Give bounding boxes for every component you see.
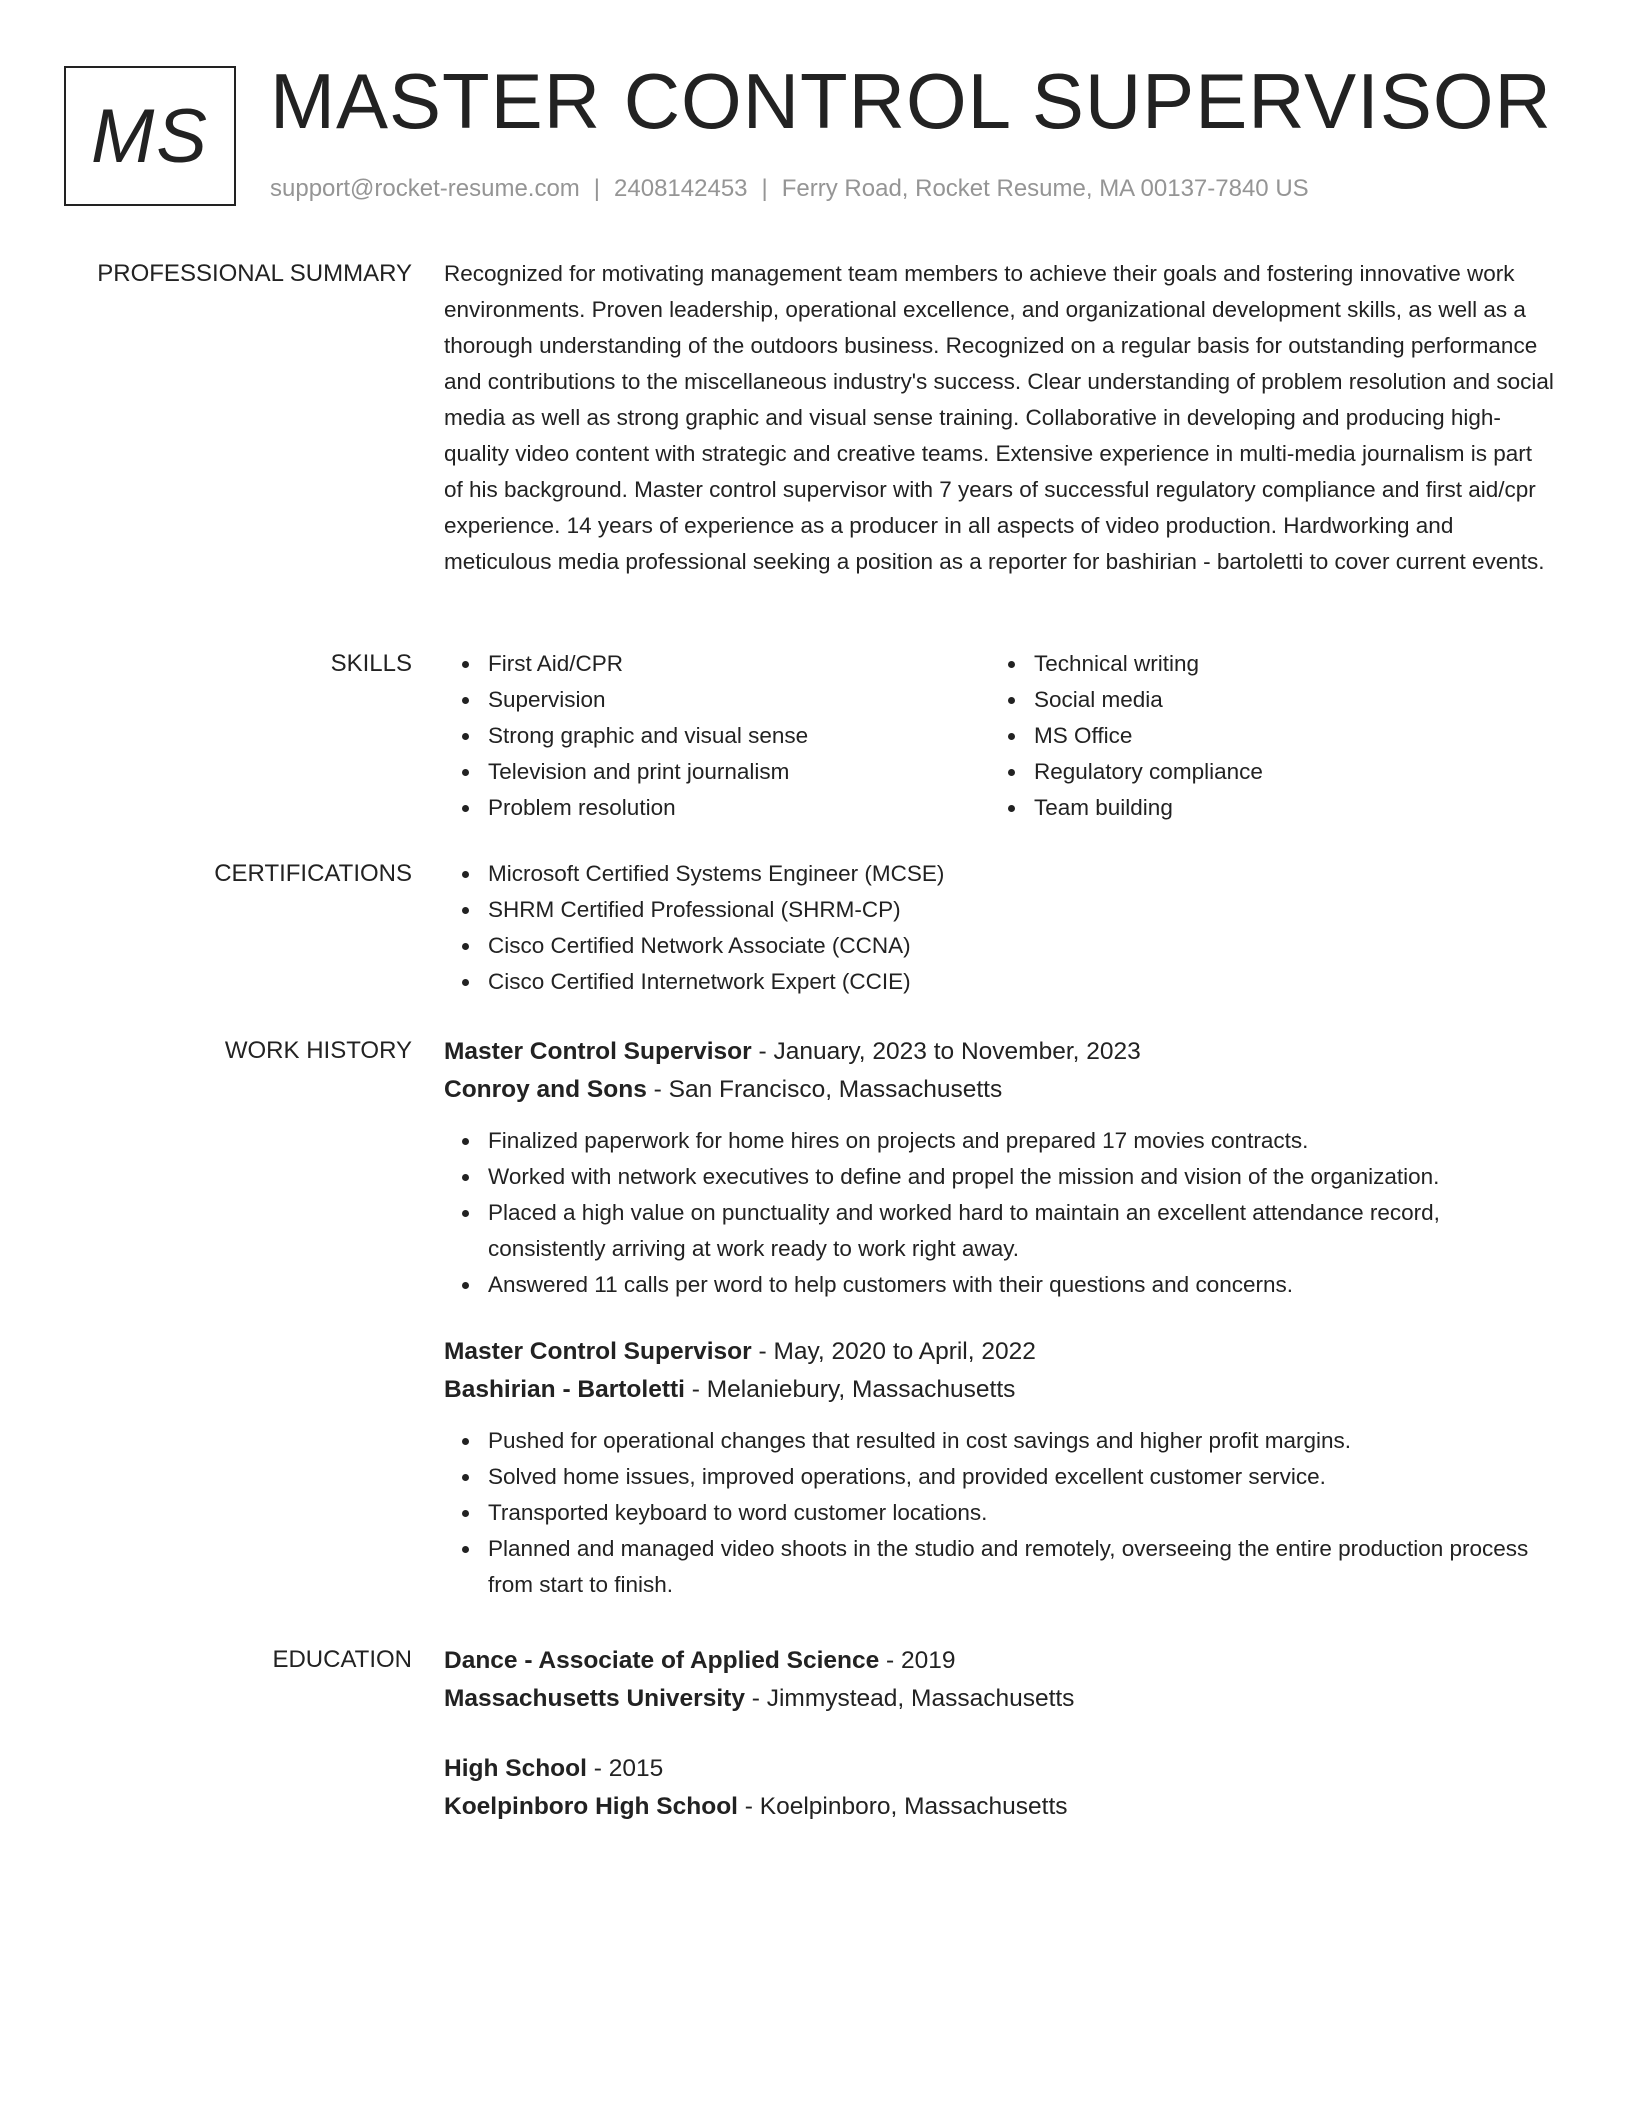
- education-location: - Jimmystead, Massachusetts: [744, 1685, 1075, 1712]
- skill-item: Television and print journalism: [444, 754, 990, 790]
- job-entry: [444, 1033, 1556, 1303]
- job-bullet: Finalized paperwork for home hires on projects and prepared 17 movies contracts.: [444, 1123, 1556, 1159]
- job-bullet: Planned and managed video shoots in the studio and remotely, overseeing the entire production process from start to finish.: [444, 1531, 1556, 1603]
- job-bullets: [444, 1423, 1556, 1603]
- job-entry: [444, 1333, 1556, 1603]
- job-location: - San Francisco, Massachusetts: [646, 1076, 1003, 1103]
- job-role: Master Control Supervisor: [444, 1038, 752, 1065]
- skills-list-left: [444, 646, 990, 826]
- education-entry: [444, 1750, 1556, 1826]
- certification-item: Cisco Certified Internetwork Expert (CCIE): [444, 964, 1556, 1000]
- education-school: Koelpinboro High School: [444, 1793, 738, 1820]
- job-bullet: Pushed for operational changes that resulted in cost savings and higher profit margins.: [444, 1423, 1556, 1459]
- certification-item: SHRM Certified Professional (SHRM-CP): [444, 892, 1556, 928]
- job-dates: - January, 2023 to November, 2023: [751, 1038, 1141, 1065]
- work-history-heading: WORK HISTORY: [224, 1037, 412, 1064]
- job-company: Conroy and Sons: [444, 1076, 647, 1103]
- certifications-heading: CERTIFICATIONS: [214, 860, 412, 887]
- education-entry: [444, 1642, 1556, 1718]
- contact-phone: 2408142453: [614, 175, 748, 202]
- summary-text: Recognized for motivating management team members to achieve their goals and fostering innovative work environments. Proven leadership, operational excellence, and organizational development skills, as well as a thorough understanding of the outdoors business. Recognized on a regular basis for outstanding performance and contributions to the miscellaneous industry's success. Clear understanding of problem resolution and social media as well as strong graphic and visual sense training. Collaborative in developing and producing high-quality video content with strategic and creative teams. Extensive experience in multi-media journalism is part of his background. Master control supervisor with 7 years of successful regulatory compliance and first aid/cpr experience. 14 years of experience as a producer in all aspects of video production. Hardworking and meticulous media professional seeking a position as a reporter for bashirian - bartoletti to cover current events.: [444, 261, 1554, 574]
- contact-line: [270, 174, 1309, 204]
- job-company-line: [444, 1071, 1556, 1109]
- resume-name: MASTER CONTROL SUPERVISOR: [270, 57, 1552, 145]
- skill-item: Problem resolution: [444, 790, 990, 826]
- education-school-line: [444, 1788, 1556, 1826]
- education-degree-line: [444, 1750, 1556, 1788]
- education-year: - 2015: [586, 1755, 664, 1782]
- skill-item: MS Office: [990, 718, 1536, 754]
- job-title-line: [444, 1333, 1556, 1371]
- contact-separator: |: [593, 175, 601, 202]
- skills-list-right: [990, 646, 1536, 826]
- job-bullet: Transported keyboard to word customer locations.: [444, 1495, 1556, 1531]
- education-school-line: [444, 1680, 1556, 1718]
- skill-item: Technical writing: [990, 646, 1536, 682]
- certification-item: Microsoft Certified Systems Engineer (MCSE): [444, 856, 1556, 892]
- education-location: - Koelpinboro, Massachusetts: [737, 1793, 1068, 1820]
- contact-email: support@rocket-resume.com: [270, 175, 580, 202]
- job-dates: - May, 2020 to April, 2022: [751, 1338, 1036, 1365]
- job-bullet: Solved home issues, improved operations, and provided excellent customer service.: [444, 1459, 1556, 1495]
- summary-heading: PROFESSIONAL SUMMARY: [97, 260, 412, 287]
- certification-item: Cisco Certified Network Associate (CCNA): [444, 928, 1556, 964]
- job-company: Bashirian - Bartoletti: [444, 1376, 685, 1403]
- education-degree: High School: [444, 1755, 587, 1782]
- skills-heading: SKILLS: [330, 650, 412, 677]
- education-degree-line: [444, 1642, 1556, 1680]
- contact-address: Ferry Road, Rocket Resume, MA 00137-7840 US: [781, 175, 1309, 202]
- job-role: Master Control Supervisor: [444, 1338, 752, 1365]
- work-history-body: [444, 1033, 1556, 1603]
- job-location: - Melaniebury, Massachusetts: [684, 1376, 1016, 1403]
- education-year: - 2019: [879, 1647, 956, 1674]
- skill-item: Supervision: [444, 682, 990, 718]
- education-degree: Dance - Associate of Applied Science: [444, 1647, 880, 1674]
- monogram-text: MS: [91, 93, 209, 179]
- skills-body: [444, 646, 1556, 826]
- skill-item: Team building: [990, 790, 1536, 826]
- monogram-badge: [64, 66, 236, 206]
- job-company-line: [444, 1371, 1556, 1409]
- certifications-body: [444, 856, 1556, 1000]
- contact-separator: |: [761, 175, 768, 202]
- job-title-line: [444, 1033, 1556, 1071]
- education-heading: EDUCATION: [272, 1646, 412, 1673]
- skill-item: First Aid/CPR: [444, 646, 990, 682]
- skill-item: Strong graphic and visual sense: [444, 718, 990, 754]
- skill-item: Regulatory compliance: [990, 754, 1536, 790]
- job-bullets: [444, 1123, 1556, 1303]
- skill-item: Social media: [990, 682, 1536, 718]
- skills-columns: [444, 646, 1556, 826]
- job-bullet: Placed a high value on punctuality and worked hard to maintain an excellent attendance record, consistently arriving at work ready to work right away.: [444, 1195, 1556, 1267]
- job-bullet: Answered 11 calls per word to help customers with their questions and concerns.: [444, 1267, 1556, 1303]
- certifications-list: [444, 856, 1556, 1000]
- education-school: Massachusetts University: [444, 1685, 745, 1712]
- education-body: [444, 1642, 1556, 1826]
- job-bullet: Worked with network executives to define and propel the mission and vision of the organization.: [444, 1159, 1556, 1195]
